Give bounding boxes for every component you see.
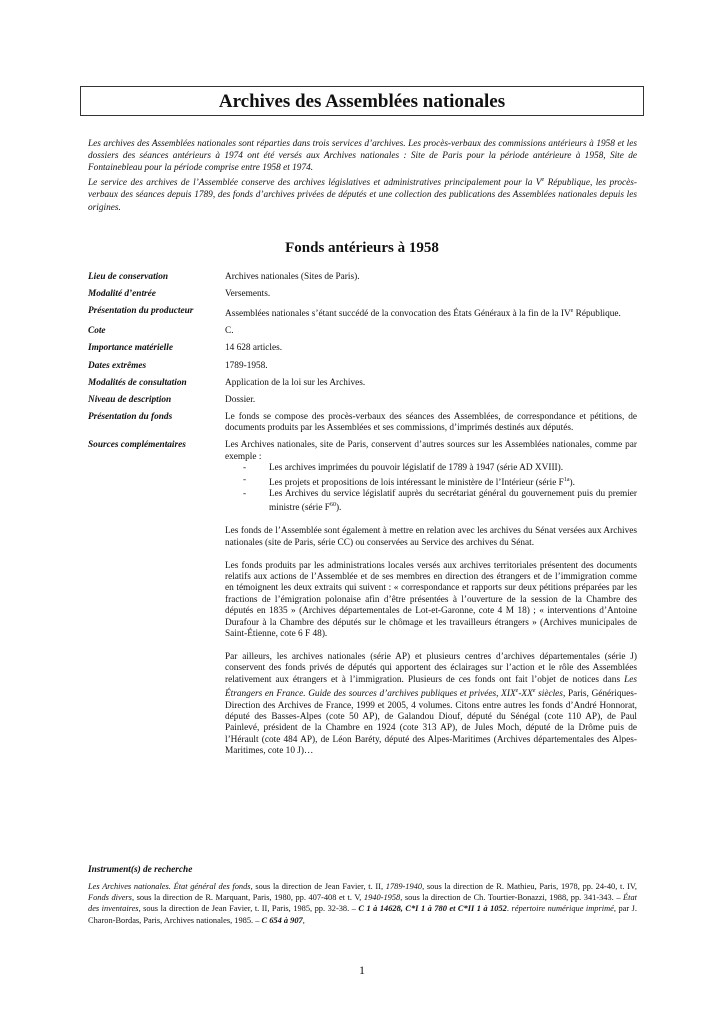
instruments-text: Les Archives nationales. État général des fonds, sous la direction de Jean Favier, t. II, 1789-1940, sous la direction de R. Mathieu, Paris, 1978, pp. 24-40, t. IV, Fonds divers, sous la direction de R. Marquant, Paris, 1980, pp. 407-408 et t. V, 1940-1958, sous la direction de Ch. Tourtier-Bonazzi, 1988, pp. 341-343. – État des inventaires, sous la direction de Jean Favier, t. II, Paris, 1985, pp. 32-38. – C 1 à 14628, C*I 1 à 780 et C*II 1 à 1052. répertoire numérique imprimé, par J. Charon-Bordas, Paris, Archives nationales, 1985. – C 654 à 907, bbox=[88, 882, 638, 925]
field-label: Présentation du producteur bbox=[88, 306, 194, 317]
field-value: Dossier. bbox=[225, 394, 256, 405]
field-value: Application de la loi sur les Archives. bbox=[225, 377, 366, 388]
intro-block bbox=[88, 138, 637, 214]
field-value bbox=[225, 440, 637, 757]
field-row-cote bbox=[88, 326, 637, 337]
field-row-lieu bbox=[88, 272, 637, 283]
list-item: - Les archives imprimées du pouvoir législatif de 1789 à 1947 (série AD XVIII). bbox=[243, 463, 564, 474]
field-label: Présentation du fonds bbox=[88, 411, 173, 422]
field-row-fonds bbox=[88, 412, 637, 435]
field-label: Lieu de conservation bbox=[88, 272, 169, 282]
field-label: Modalité d’entrée bbox=[88, 289, 156, 300]
field-label: Modalités de consultation bbox=[88, 377, 187, 388]
intro-paragraph-1: Les archives des Assemblées nationales sont réparties dans trois services d’archives. Les procès-verbaux des commissions antérieurs à 1958 et les dossiers des séances antérieurs à 1974 ont été versés aux Archives nationales : Site de Paris pour la période antérieure à 1958, Site de Fontainebleau pour la période comprise entre 1958 et 1974. bbox=[88, 139, 637, 174]
sources-paragraph-3: Les fonds produits par les administrations locales versés aux archives territoriales présentent des documents relatifs aux actions de l’Assemblée et de ses membres en direction des étrangers et de l’immigration comme en témoignent les deux extraits qui suivent : « correspondance et rapports sur deux pétitions préparées par les fractions de l’émigration polonaise afin d’être présentées à l’ouverture de la session de la Chambre des députés en 1835 » (Archives départementales de Lot-et-Garonne, cote 4 M 18) ; « interventions d’Antoine Durafour à la Chambre des députés sur le chômage et les travailleurs étrangers » (Archives municipales de Saint-Étienne, cote 6 F 48). bbox=[225, 560, 637, 639]
section-title: Fonds antérieurs à 1958 bbox=[285, 240, 439, 256]
field-value: Assemblées nationales s’étant succédé de la convocation des États Généraux à la fin de la IVe République. bbox=[225, 308, 621, 320]
list-item: - Les Archives du service législatif auprès du secrétariat général du gouvernement puis du premier ministre (série $F^{60}$). bbox=[243, 489, 637, 514]
sources-paragraph-4: Par ailleurs, les archives nationales (série AP) et plusieurs centres d’archives départementales (série J) conservent des fonds privés de députés qui apportent des éclairages sur l’action et le rôle des Assemblées relativement aux étrangers et à l’immigration. Plusieurs de ces fonds ont fait l’objet de notices dans Les Étrangers en France. Guide des sources d’archives publiques et privées, XIXe-XXe siècles, Paris, Génériques-Direction des Archives de France, 1999 et 2005, 4 volumes. Citons entre autres les fonds d’André Honnorat, député des Basses-Alpes (cote 50 AP), de Galandou Diouf, député du Sénégal (cote 110 AP), de Paul Painlevé, président de la Chambre en 1924 (cote 313 AP), de Jules Moch, député de la Drôme puis de l’Hérault (cote 484 AP), de Léon Baréty, député des Alpes-Maritimes (Archives départementales des Alpes-Maritimes, cote 10 J)… bbox=[225, 651, 637, 757]
field-label: Dates extrêmes bbox=[88, 360, 147, 371]
sources-list bbox=[225, 463, 637, 515]
field-row-sources bbox=[88, 440, 637, 757]
page-title: Archives des Assemblées nationales bbox=[218, 90, 506, 112]
field-value: 1789-1958. bbox=[225, 360, 268, 371]
field-value: Versements. bbox=[225, 289, 271, 300]
field-label: Niveau de description bbox=[88, 394, 172, 405]
field-label: Sources complémentaires bbox=[88, 440, 186, 451]
page-number: 1 bbox=[359, 963, 365, 977]
field-value: C. bbox=[225, 326, 234, 337]
field-label: Importance matérielle bbox=[88, 343, 173, 354]
field-value: Le fonds se compose des procès-verbaux des séances des Assemblées, de correspondance et pétitions, de documents produits par les Assemblées et ses commissions, d’imprimés destinés aux députés. bbox=[225, 411, 637, 434]
field-value: Archives nationales (Sites de Paris). bbox=[225, 272, 360, 282]
title-box bbox=[80, 86, 644, 116]
field-row-importance bbox=[88, 343, 637, 354]
list-item: - Les projets et propositions de lois intéressant le ministère de l’Intérieur (série $F^{1a}$). bbox=[243, 474, 575, 488]
field-row-modalite bbox=[88, 289, 637, 300]
field-row-dates bbox=[88, 361, 637, 372]
field-row-producteur bbox=[88, 306, 637, 321]
intro-paragraph-2: Le service des archives de l’Assemblée conserve des archives législatives et administratives principalement pour la Ve République, les procès-verbaux des séances depuis 1789, des fonds d’archives privées de députés et une collection des publications des Assemblées nationales depuis les origines. bbox=[88, 177, 637, 213]
instruments-heading: Instrument(s) de recherche bbox=[88, 865, 193, 875]
field-row-consultation bbox=[88, 378, 637, 389]
sources-paragraph-1: Les Archives nationales, site de Paris, conservent d’autres sources sur les Assemblées nationales, comme par exemple : bbox=[225, 440, 637, 462]
sources-paragraph-2: Les fonds de l’Assemblée sont également à mettre en relation avec les archives du Sénat versées aux Archives nationales (site de Paris, série CC) ou conservées au Service des archives du Sénat. bbox=[225, 526, 637, 548]
field-row-niveau bbox=[88, 395, 637, 406]
fields-table bbox=[88, 272, 637, 763]
field-label: Cote bbox=[88, 326, 106, 337]
field-value: 14 628 articles. bbox=[225, 343, 283, 354]
